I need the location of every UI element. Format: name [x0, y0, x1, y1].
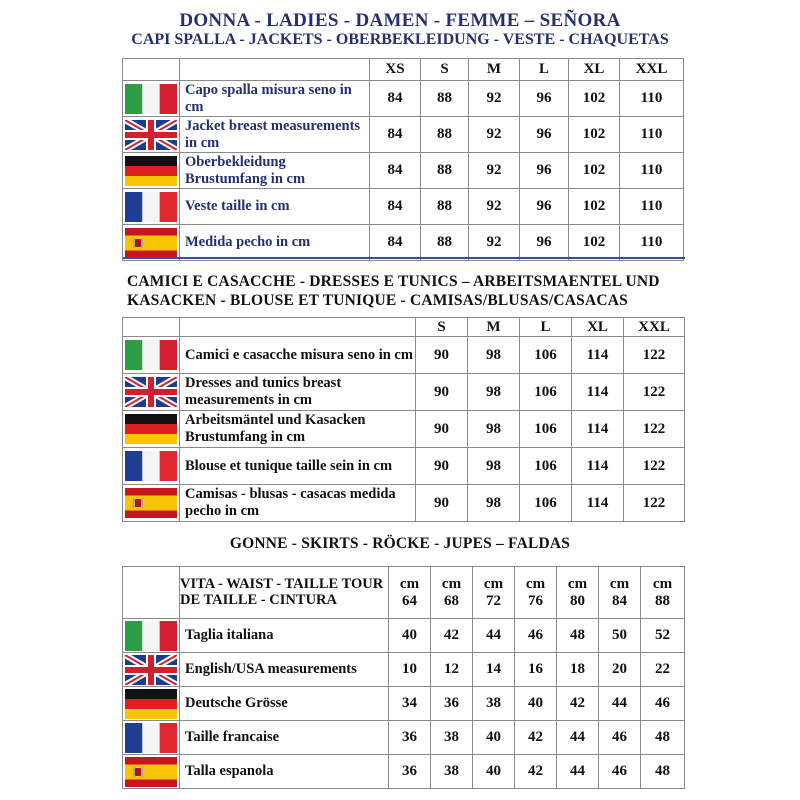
flag-cell: [123, 448, 180, 485]
size-header: S: [421, 59, 469, 81]
size-value: 92: [469, 225, 520, 261]
size-row: [123, 81, 684, 117]
size-row: [123, 653, 685, 687]
size-value: 84: [370, 189, 421, 225]
skirts-heading: GONNE - SKIRTS - RÖCKE - JUPES – FALDAS: [229, 535, 571, 552]
waist-cell: [599, 567, 641, 619]
flag-cell: [123, 653, 180, 687]
waist-unit: cm: [609, 575, 630, 592]
size-value: 92: [469, 81, 520, 117]
size-value: 106: [520, 411, 572, 448]
size-value: 42: [515, 721, 557, 755]
italy-flag-icon: [125, 621, 177, 651]
spain-flag-icon: [125, 488, 177, 518]
row-label: Dresses and tunics breast measurements in cm: [180, 374, 416, 411]
spain-flag-icon: [125, 757, 177, 787]
size-value: 22: [641, 653, 685, 687]
waist-unit: cm: [652, 575, 673, 592]
row-label: Arbeitsmäntel und Kasacken Brustumfang in cm: [180, 411, 416, 448]
size-value: 110: [620, 117, 684, 153]
empty-cell: [123, 59, 180, 81]
size-value: 38: [431, 721, 473, 755]
size-value: 92: [469, 153, 520, 189]
size-value: 122: [624, 337, 685, 374]
size-value: 98: [468, 485, 520, 522]
skirts-waist-row: [123, 567, 685, 619]
flag-cell: [123, 619, 180, 653]
size-value: 106: [520, 448, 572, 485]
size-value: 96: [520, 117, 569, 153]
dresses-heading-line2: KASACKEN - BLOUSE ET TUNIQUE - CAMISAS/BLUSAS/CASACAS: [127, 292, 628, 309]
flag-cell: [123, 374, 180, 411]
size-header: XS: [370, 59, 421, 81]
size-value: 16: [515, 653, 557, 687]
size-value: 92: [469, 117, 520, 153]
size-value: 40: [473, 755, 515, 789]
size-value: 40: [473, 721, 515, 755]
size-value: 114: [572, 485, 624, 522]
flag-cell: [123, 153, 180, 189]
waist-cell: [641, 567, 685, 619]
row-label: Jacket breast measurements in cm: [180, 117, 370, 153]
flag-cell: [123, 485, 180, 522]
size-value: 106: [520, 485, 572, 522]
size-value: 46: [515, 619, 557, 653]
row-label: Blouse et tunique taille sein in cm: [180, 448, 416, 485]
size-row: [123, 448, 685, 485]
germany-flag-icon: [125, 689, 177, 719]
waist-cell: [431, 567, 473, 619]
uk-flag-icon: [125, 655, 177, 685]
waist-unit: cm: [483, 575, 504, 592]
germany-flag-icon: [125, 156, 177, 186]
flag-cell: [123, 117, 180, 153]
size-header: XL: [572, 318, 624, 337]
size-value: 102: [569, 81, 620, 117]
size-value: 88: [421, 117, 469, 153]
size-value: 98: [468, 411, 520, 448]
size-value: 88: [421, 153, 469, 189]
waist-unit: cm: [441, 575, 462, 592]
size-value: 14: [473, 653, 515, 687]
jackets-header-row: [123, 59, 684, 81]
size-value: 12: [431, 653, 473, 687]
size-value: 122: [624, 411, 685, 448]
empty-cell: [123, 567, 180, 619]
dresses-header-row: [123, 318, 685, 337]
size-value: 110: [620, 189, 684, 225]
flag-cell: [123, 755, 180, 789]
waist-cell: [557, 567, 599, 619]
france-flag-icon: [125, 451, 177, 481]
size-row: [123, 687, 685, 721]
size-value: 84: [370, 117, 421, 153]
row-label: Oberbekleidung Brustumfang in cm: [180, 153, 370, 189]
size-value: 114: [572, 411, 624, 448]
size-value: 96: [520, 153, 569, 189]
size-header: M: [469, 59, 520, 81]
size-value: 36: [431, 687, 473, 721]
size-value: 90: [416, 337, 468, 374]
size-value: 102: [569, 153, 620, 189]
size-header: L: [520, 318, 572, 337]
size-value: 18: [557, 653, 599, 687]
size-value: 92: [469, 189, 520, 225]
size-value: 90: [416, 485, 468, 522]
italy-flag-icon: [125, 340, 177, 370]
size-value: 106: [520, 337, 572, 374]
waist-unit: cm: [399, 575, 420, 592]
size-value: 90: [416, 448, 468, 485]
size-value: 102: [569, 225, 620, 261]
size-value: 48: [557, 619, 599, 653]
size-value: 122: [624, 485, 685, 522]
size-value: 42: [515, 755, 557, 789]
size-value: 40: [515, 687, 557, 721]
size-value: 84: [370, 81, 421, 117]
size-value: 96: [520, 225, 569, 261]
size-value: 110: [620, 81, 684, 117]
size-value: 106: [520, 374, 572, 411]
size-row: [123, 485, 685, 522]
france-flag-icon: [125, 723, 177, 753]
size-row: [123, 225, 684, 261]
page-subtitle: CAPI SPALLA - JACKETS - OBERBEKLEIDUNG - VESTE - CHAQUETAS: [131, 31, 669, 48]
size-row: [123, 153, 684, 189]
row-label: Talla espanola: [180, 755, 389, 789]
spain-flag-icon: [125, 228, 177, 258]
page-title: DONNA - LADIES - DAMEN - FEMME – SEÑORA: [179, 10, 621, 31]
size-value: 34: [389, 687, 431, 721]
size-value: 40: [389, 619, 431, 653]
dresses-heading-line1: CAMICI E CASACCHE - DRESSES E TUNICS – ARBEITSMAENTEL UND: [127, 273, 660, 290]
size-value: 102: [569, 189, 620, 225]
size-value: 96: [520, 189, 569, 225]
size-header: XXL: [620, 59, 684, 81]
row-label: Deutsche Grösse: [180, 687, 389, 721]
size-value: 110: [620, 153, 684, 189]
size-value: 98: [468, 337, 520, 374]
flag-cell: [123, 687, 180, 721]
skirts-size-table: [122, 566, 685, 789]
empty-cell: [180, 318, 416, 337]
size-value: 50: [599, 619, 641, 653]
size-header: L: [520, 59, 569, 81]
size-row: [123, 721, 685, 755]
size-value: 98: [468, 448, 520, 485]
size-header: S: [416, 318, 468, 337]
size-value: 36: [389, 755, 431, 789]
row-label: Camisas - blusas - casacas medida pecho in cm: [180, 485, 416, 522]
size-row: [123, 411, 685, 448]
size-value: 102: [569, 117, 620, 153]
size-value: 52: [641, 619, 685, 653]
size-row: [123, 755, 685, 789]
size-value: 10: [389, 653, 431, 687]
size-value: 38: [473, 687, 515, 721]
size-row: [123, 337, 685, 374]
germany-flag-icon: [125, 414, 177, 444]
row-label: Taille francaise: [180, 721, 389, 755]
size-row: [123, 619, 685, 653]
size-value: 48: [641, 721, 685, 755]
waist-unit: cm: [525, 575, 546, 592]
waist-value: 80: [570, 592, 585, 609]
size-value: 44: [557, 755, 599, 789]
flag-cell: [123, 721, 180, 755]
size-value: 38: [431, 755, 473, 789]
size-value: 110: [620, 225, 684, 261]
uk-flag-icon: [125, 377, 177, 407]
waist-value: 84: [612, 592, 627, 609]
size-value: 88: [421, 189, 469, 225]
italy-flag-icon: [125, 84, 177, 114]
row-label: Camici e casacche misura seno in cm: [180, 337, 416, 374]
size-value: 122: [624, 448, 685, 485]
size-value: 122: [624, 374, 685, 411]
jackets-size-table: [122, 58, 684, 261]
size-header: M: [468, 318, 520, 337]
waist-unit: cm: [567, 575, 588, 592]
row-label: Medida pecho in cm: [180, 225, 370, 261]
size-value: 20: [599, 653, 641, 687]
empty-cell: [123, 318, 180, 337]
size-header: XL: [569, 59, 620, 81]
size-row: [123, 117, 684, 153]
size-value: 114: [572, 448, 624, 485]
flag-cell: [123, 411, 180, 448]
waist-value: 64: [402, 592, 417, 609]
waist-value: 72: [486, 592, 501, 609]
size-value: 46: [599, 755, 641, 789]
size-value: 84: [370, 153, 421, 189]
size-value: 90: [416, 411, 468, 448]
waist-label: VITA - WAIST - TAILLE TOUR DE TAILLE - CINTURA: [180, 567, 389, 619]
flag-cell: [123, 81, 180, 117]
size-value: 46: [641, 687, 685, 721]
size-value: 44: [473, 619, 515, 653]
france-flag-icon: [125, 192, 177, 222]
size-header: XXL: [624, 318, 685, 337]
waist-cell: [389, 567, 431, 619]
size-value: 36: [389, 721, 431, 755]
row-label: Veste taille in cm: [180, 189, 370, 225]
size-value: 114: [572, 337, 624, 374]
flag-cell: [123, 337, 180, 374]
row-label: English/USA measurements: [180, 653, 389, 687]
row-label: Capo spalla misura seno in cm: [180, 81, 370, 117]
dresses-size-table: [122, 317, 685, 522]
empty-cell: [180, 59, 370, 81]
flag-cell: [123, 225, 180, 261]
waist-cell: [515, 567, 557, 619]
size-value: 84: [370, 225, 421, 261]
uk-flag-icon: [125, 120, 177, 150]
size-value: 114: [572, 374, 624, 411]
size-value: 48: [641, 755, 685, 789]
size-value: 42: [431, 619, 473, 653]
size-row: [123, 189, 684, 225]
section-divider: [123, 257, 685, 259]
size-value: 42: [557, 687, 599, 721]
size-value: 96: [520, 81, 569, 117]
waist-value: 76: [528, 592, 543, 609]
size-value: 44: [599, 687, 641, 721]
flag-cell: [123, 189, 180, 225]
size-value: 88: [421, 225, 469, 261]
size-value: 98: [468, 374, 520, 411]
waist-value: 68: [444, 592, 459, 609]
size-value: 90: [416, 374, 468, 411]
row-label: Taglia italiana: [180, 619, 389, 653]
size-value: 88: [421, 81, 469, 117]
waist-cell: [473, 567, 515, 619]
size-value: 46: [599, 721, 641, 755]
size-row: [123, 374, 685, 411]
size-value: 44: [557, 721, 599, 755]
waist-value: 88: [655, 592, 670, 609]
